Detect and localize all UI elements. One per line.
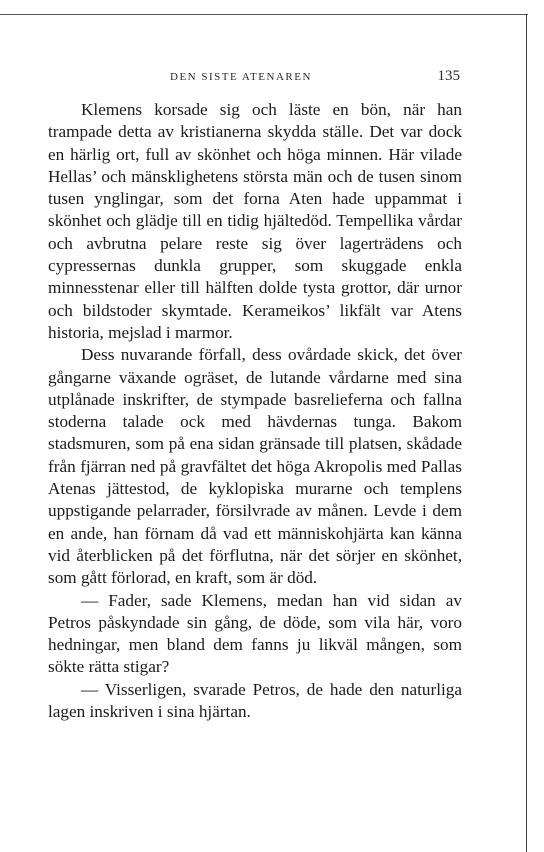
right-border-line xyxy=(526,14,527,852)
page-number: 135 xyxy=(437,68,460,84)
page-header xyxy=(48,68,460,88)
paragraph: Dess nuvarande förfall, dess ovårdade skick, det över gångarne växande ogräset, de lutande vårdarne med sina utplånade inskrifter, de stympade basrelieferna och fallna stoderna talade ock med hävdernas tunga. Bakom stadsmuren, som på ena sidan gränsade till platsen, skådade från fjärran ned på gravfältet det höga Akropolis med Pallas Atenas jättestod, de kyklopiska murarne och templens uppstigande pelarrader, försilvrade av månen. Levde i dem en ande, han förnam då vad ett människohjärta kan känna vid återblicken på det förflutna, när det sörjer en skönhet, som gått förlorad, en kraft, som är död. xyxy=(48,345,462,588)
paragraph: Klemens korsade sig och läste en bön, när han trampade detta av kristianerna skydda ställe. Det var dock en härlig ort, full av skönhet och höga minnen. Här vilade Hellas’ och mänsklighetens största män och de tusen sinom tusen ynglingar, som det forna Aten hade uppammat i skönhet och glädje till en tidig hjältedöd. Tempellika vårdar och avbrutna pelare reste sig över lagerträdens och cypressernas dunkla grupper, som skuggade enkla minnesstenar eller till hälften dolde tysta grottor, där urnor och bildstoder skymtade. Kerameikos’ likfält var Atens historia, mejslad i marmor. xyxy=(48,100,462,342)
top-border-line xyxy=(0,14,528,15)
paragraph: — Visserligen, svarade Petros, de hade den naturliga lagen inskriven i sina hjärtan. xyxy=(48,679,462,722)
body-text xyxy=(48,99,462,723)
paragraph: — Fader, sade Klemens, medan han vid sidan av Petros påskyndade sin gång, de döde, som vila här, voro hedningar, men bland dem fanns ju likväl mången, som sökte rätta stigar? xyxy=(48,590,462,677)
running-head: DEN SISTE ATENAREN xyxy=(170,71,312,83)
